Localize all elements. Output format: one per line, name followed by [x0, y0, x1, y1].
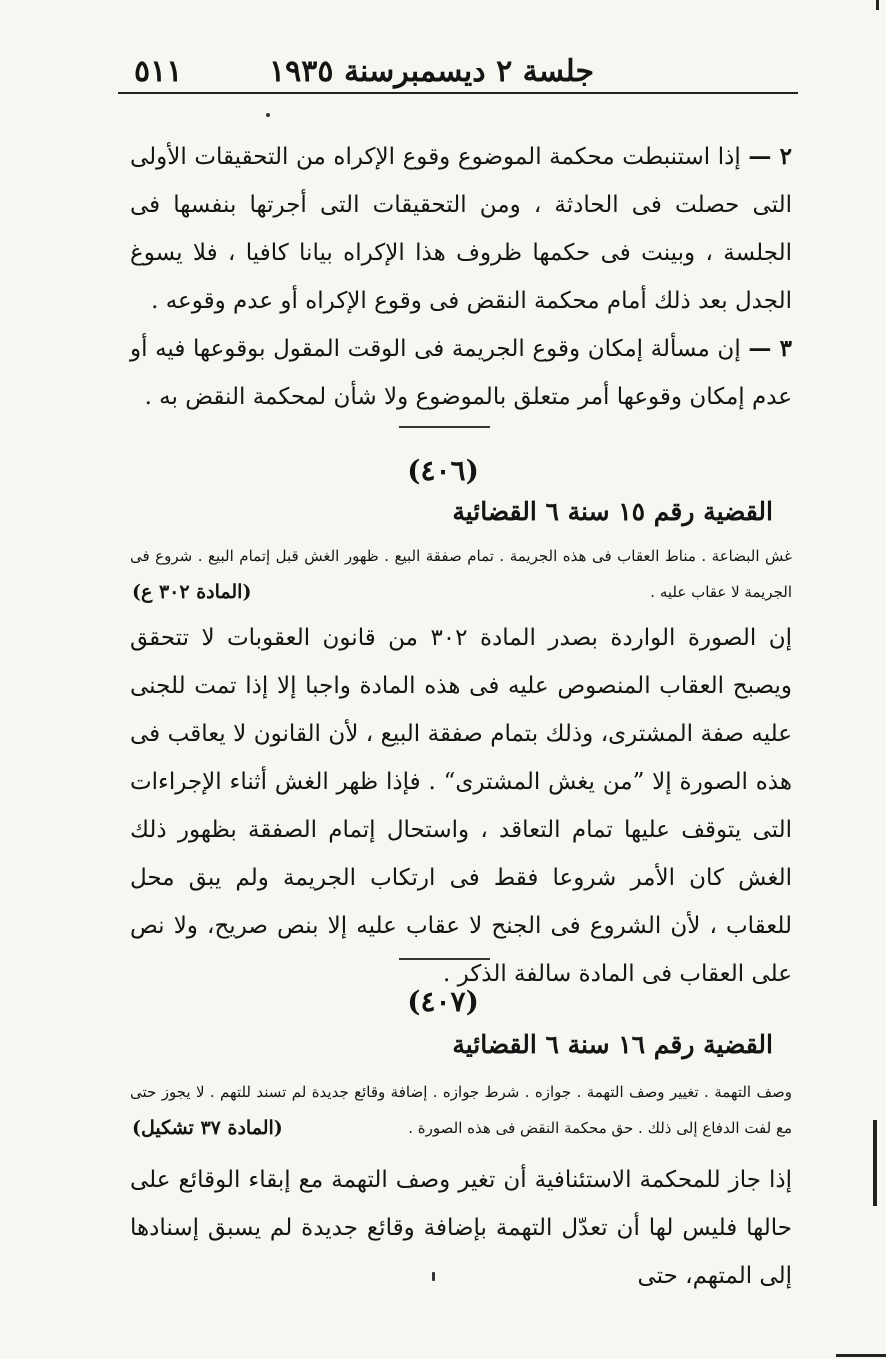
print-speck [432, 1272, 435, 1281]
case-number: (٤٠٧) [407, 985, 479, 1018]
case-headnote [130, 538, 792, 610]
item-text: إن مسألة إمكان وقوع الجريمة فى الوقت المقول بوقوعها فيه أو عدم إمكان وقوعها أمر متعلق بالموضوع ولا شأن لمحكمة النقض به . [130, 336, 792, 410]
ruling-item-2 [130, 133, 792, 325]
case-headnote [130, 1074, 792, 1146]
case-ruling-text: إذا جاز للمحكمة الاستئنافية أن تغير وصف التهمة مع إبقاء الوقائع على حالها فليس لها أن تعدّل التهمة بإضافة وقائع جديدة لم يسبق إسنادها إلى المتهم، حتى [130, 1167, 792, 1289]
ruling-item-3 [130, 325, 792, 421]
case-title: القضية رقم ١٦ سنة ٦ القضائية [452, 1030, 773, 1059]
case-number: (٤٠٦) [407, 454, 479, 487]
item-text: إذا استنبطت محكمة الموضوع وقوع الإكراه من التحقيقات الأولى التى حصلت فى الحادثة ، ومن التحقيقات التى أجرتها بنفسها فى الجلسة ، وبينت فى حكمها ظروف هذا الإكراه بيانا كافيا ، فلا يسوغ الجدل بعد ذلك أمام محكمة النقض فى وقوع الإكراه أو عدم وقوعه . [130, 144, 792, 314]
article-reference: (المادة ٣٧ تشكيل) [132, 1117, 283, 1139]
case-ruling-text: إن الصورة الواردة بصدر المادة ٣٠٢ من قانون العقوبات لا تتحقق ويصبح العقاب المنصوص عليه فى هذه المادة واجبا إلا إذا تمت للجنى عليه صفة المشترى، وذلك بتمام صفقة البيع ، لأن القانون لا يعاقب فى هذه الصورة إلا ”من يغش المشترى“ . فإذا ظهر الغش أثناء الإجراءات التى يتوقف عليها تمام التعاقد ، واستحال إتمام الصفقة بظهور ذلك الغش كان الأمر شروعا فقط فى ارتكاب الجريمة ولم يبق محل للعقاب ، لأن الشروع فى الجنح لا عقاب عليه إلا بنص صريح، ولا نص على العقاب فى المادة سالفة الذكر . [130, 625, 792, 987]
page-number: ٥١١ [134, 54, 183, 89]
scan-edge-mark [873, 1120, 877, 1206]
headnote-text: وصف التهمة . تغيير وصف التهمة . جوازه . شرط جوازه . إضافة وقائع جديدة لم تسند للتهم . لا يجوز حتى مع لفت الدفاع إلى ذلك . حق محكمة النقض فى هذه الصورة . [130, 1083, 792, 1137]
case-title: القضية رقم ١٥ سنة ٦ القضائية [452, 497, 773, 526]
item-number: ٣ — [748, 335, 792, 362]
article-reference: (المادة ٣٠٢ ع) [132, 581, 252, 603]
section-divider [399, 958, 490, 960]
item-number: ٢ — [748, 143, 793, 170]
scan-edge-mark [836, 1354, 886, 1357]
scan-edge-mark [876, 0, 879, 10]
headnote-text: غش البضاعة . مناط العقاب فى هذه الجريمة . تمام صفقة البيع . ظهور الغش قبل إتمام البيع . شروع فى الجريمة لا عقاب عليه . [130, 547, 792, 601]
session-date-title: جلسة ٢ ديسمبرسنة ١٩٣٥ [269, 54, 594, 89]
print-speck [266, 113, 270, 117]
section-divider [399, 426, 490, 428]
running-header [118, 52, 798, 94]
